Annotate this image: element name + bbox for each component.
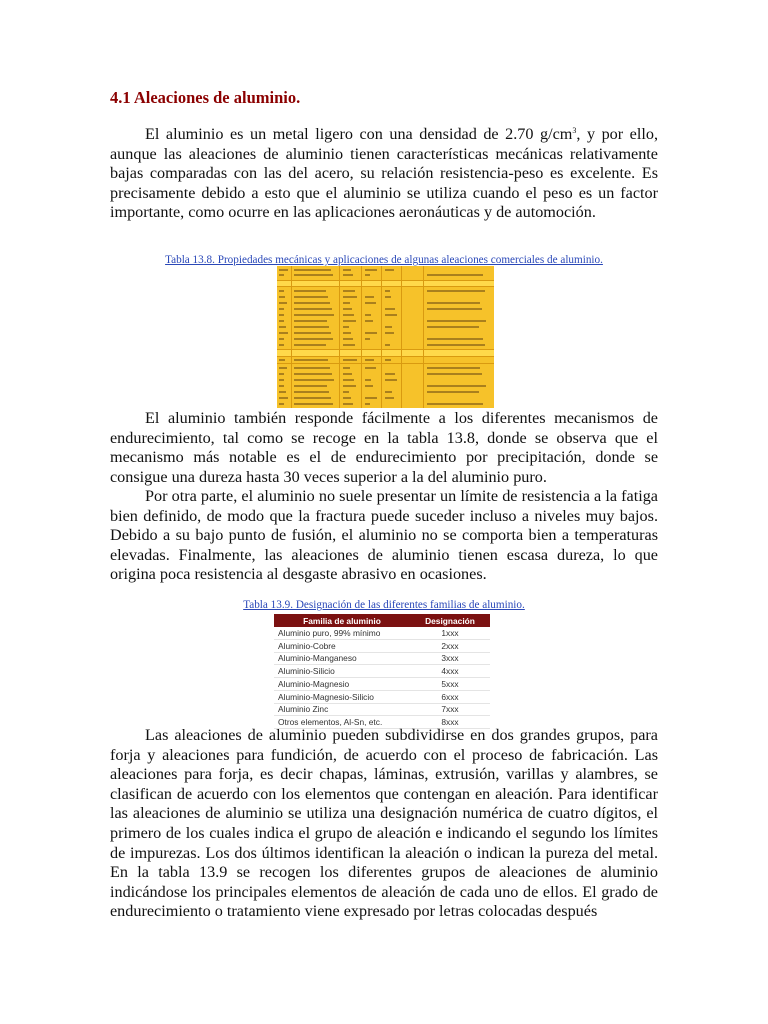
table-text-smudge (343, 367, 350, 369)
table-text-smudge (343, 391, 349, 393)
table-text-smudge (294, 397, 331, 399)
table-text-smudge (279, 385, 284, 387)
table-text-smudge (427, 302, 480, 304)
table-text-smudge (294, 296, 328, 298)
table-text-smudge (294, 379, 334, 381)
table-text-smudge (294, 338, 333, 340)
table-text-smudge (427, 344, 485, 346)
table-text-smudge (385, 344, 390, 346)
table-text-smudge (343, 359, 357, 361)
paragraph-hardening (110, 409, 658, 487)
table-text-smudge (343, 344, 355, 346)
table-text-smudge (294, 385, 327, 387)
table-text-smudge (427, 320, 486, 322)
table-text-smudge (365, 367, 376, 369)
table-text-smudge (385, 332, 394, 334)
table-text-smudge (427, 326, 479, 328)
table-row (274, 678, 490, 691)
table-text-smudge (365, 385, 373, 387)
table-text-smudge (427, 367, 480, 369)
table-text-smudge (365, 296, 374, 298)
table-text-smudge (427, 290, 485, 292)
table-text-smudge (279, 397, 288, 399)
table-text-smudge (427, 308, 482, 310)
table-text-smudge (385, 379, 397, 381)
table-text-smudge (385, 296, 391, 298)
table-text-smudge (343, 296, 357, 298)
table-text-smudge (279, 302, 287, 304)
cell-family: Aluminio-Magnesio (274, 678, 410, 691)
table-13-8-image (277, 266, 494, 408)
table-text-smudge (365, 403, 370, 405)
table-13-9-caption[interactable]: Tabla 13.9. Designación de las diferentes familias de aluminio. (243, 599, 525, 611)
table-text-smudge (343, 338, 353, 340)
table-column-rule (291, 266, 292, 408)
table-text-smudge (385, 314, 397, 316)
section-heading: 4.1 Aleaciones de aluminio. (110, 88, 301, 107)
table-text-smudge (279, 296, 285, 298)
table-text-smudge (365, 397, 377, 399)
cell-designation: 3xxx (410, 652, 490, 665)
table-text-smudge (385, 308, 395, 310)
cell-designation: 8xxx (410, 716, 490, 729)
cell-family: Otros elementos, Al-Sn, etc. (274, 716, 410, 729)
table-text-smudge (365, 379, 371, 381)
table-text-smudge (365, 359, 374, 361)
table-text-smudge (385, 397, 394, 399)
table-text-smudge (279, 332, 288, 334)
table-text-smudge (279, 344, 284, 346)
table-rule (277, 363, 494, 364)
cell-designation: 1xxx (410, 627, 490, 639)
table-row (274, 703, 490, 716)
paragraph-fatigue-text: Por otra parte, el aluminio no suele presentar un límite de resistencia a la fatiga bien definido, de modo que la fractura puede suceder incluso a niveles muy bajos. Debido a su bajo punto de fusión, el aluminio no se comporta bien a temperaturas elevadas. Finalmente, las aleaciones de aluminio tienen escasa dureza, lo que origina poca resistencia al desgaste abrasivo en ocasiones. (110, 487, 658, 584)
cell-designation: 7xxx (410, 703, 490, 716)
table-text-smudge (365, 269, 377, 271)
table-text-smudge (343, 326, 349, 328)
table-column-rule (339, 266, 340, 408)
table-text-smudge (427, 274, 483, 276)
cell-designation: 2xxx (410, 639, 490, 652)
cell-designation: 5xxx (410, 678, 490, 691)
paragraph-intro-text-a: El aluminio es un metal ligero con una densidad de 2.70 g/cm (145, 125, 573, 143)
column-header-family: Familia de aluminio (274, 614, 410, 627)
table-rule (277, 349, 494, 350)
table-row (274, 665, 490, 678)
table-text-smudge (294, 373, 332, 375)
table-text-smudge (427, 373, 482, 375)
table-text-smudge (343, 385, 356, 387)
cell-family: Aluminio puro, 99% mínimo (274, 627, 410, 639)
table-text-smudge (365, 320, 373, 322)
table-text-smudge (385, 290, 390, 292)
table-text-smudge (279, 314, 284, 316)
cell-family: Aluminio Zinc (274, 703, 410, 716)
table-text-smudge (365, 274, 370, 276)
table-rule (277, 286, 494, 287)
cell-family: Aluminio-Cobre (274, 639, 410, 652)
table-text-smudge (294, 269, 331, 271)
table-text-smudge (279, 269, 288, 271)
table-text-smudge (279, 373, 284, 375)
paragraph-hardening-text: El aluminio también responde fácilmente a los diferentes mecanismos de endurecimiento, tal como se recoge en la tabla 13.8, donde se observa que el mecanismo más notable es el de endurecimiento por precipitación, donde se consigue una dureza hasta 30 veces superior a la del aluminio puro. (110, 409, 658, 486)
column-header-designation: Designación (410, 614, 490, 627)
table-13-9 (274, 614, 490, 729)
table-text-smudge (343, 274, 353, 276)
paragraph-classification (110, 726, 658, 922)
table-text-smudge (294, 326, 329, 328)
table-text-smudge (343, 379, 354, 381)
table-text-smudge (427, 391, 479, 393)
table-text-smudge (365, 314, 371, 316)
table-row (274, 627, 490, 639)
table-text-smudge (294, 332, 331, 334)
table-text-smudge (343, 302, 350, 304)
table-rule (277, 280, 494, 281)
table-rule (277, 356, 494, 357)
table-text-smudge (385, 359, 391, 361)
table-text-smudge (294, 302, 330, 304)
table-text-smudge (343, 397, 351, 399)
table-text-smudge (427, 385, 486, 387)
table-text-smudge (385, 326, 392, 328)
table-text-smudge (365, 338, 370, 340)
cell-family: Aluminio-Manganeso (274, 652, 410, 665)
table-row (274, 690, 490, 703)
table-text-smudge (294, 314, 334, 316)
table-text-smudge (343, 332, 351, 334)
table-text-smudge (294, 344, 326, 346)
table-text-smudge (279, 320, 284, 322)
cell-family: Aluminio-Silicio (274, 665, 410, 678)
table-row (274, 639, 490, 652)
table-text-smudge (279, 326, 286, 328)
table-text-smudge (294, 359, 328, 361)
paragraph-intro-text-b: , y por ello, aunque las aleaciones de aluminio tienen características mecánicas relativamente bajas comparadas con las del acero, su relación resistencia-peso es excelente. Es precisamente debido a esto que el aluminio se utiliza cuando el peso es un factor importante, como ocurre en las aplicaciones aeronáuticas y de automoción. (110, 125, 658, 222)
table-text-smudge (294, 290, 326, 292)
table-text-smudge (279, 359, 285, 361)
table-text-smudge (343, 320, 356, 322)
table-13-8-caption[interactable]: Tabla 13.8. Propiedades mecánicas y aplicaciones de algunas aleaciones comerciales de aluminio. (165, 254, 603, 266)
table-text-smudge (294, 308, 332, 310)
table-column-rule (401, 266, 402, 408)
table-column-rule (381, 266, 382, 408)
table-text-smudge (294, 391, 329, 393)
table-row (274, 652, 490, 665)
table-text-smudge (279, 308, 284, 310)
table-column-rule (423, 266, 424, 408)
table-text-smudge (294, 274, 333, 276)
table-text-smudge (279, 403, 284, 405)
table-text-smudge (385, 373, 395, 375)
paragraph-classification-text: Las aleaciones de aluminio pueden subdividirse en dos grandes grupos, para forja y aleaciones para fundición, de acuerdo con el proceso de fabricación. Las aleaciones para forja, es decir chapas, láminas, extrusión, varillas y alambres, se clasifican de acuerdo con los elementos que contengan en aleación. Para identificar las aleaciones de aluminio se utiliza una designación numérica de cuatro dígitos, el primero de los cuales indica el grupo de aleación e indicando el segundo los límites de impurezas. Los dos últimos identifican la aleación o indican la pureza del metal. En la tabla 13.9 se recogen los diferentes grupos de aleaciones de aluminio indicándose los principales elementos de aleación de cada uno de ellos. El grado de endurecimiento o tratamiento viene expresado por letras colocadas después (110, 726, 658, 921)
table-header-row (274, 614, 490, 627)
table-text-smudge (427, 403, 483, 405)
table-text-smudge (279, 379, 284, 381)
table-text-smudge (343, 308, 352, 310)
paragraph-intro (110, 121, 658, 223)
cell-family: Aluminio-Magnesio-Silicio (274, 690, 410, 703)
paragraph-fatigue (110, 487, 658, 585)
table-text-smudge (343, 314, 354, 316)
cell-designation: 4xxx (410, 665, 490, 678)
table-text-smudge (385, 269, 394, 271)
table-text-smudge (279, 274, 284, 276)
table-column-rule (361, 266, 362, 408)
table-text-smudge (343, 290, 355, 292)
table-text-smudge (294, 320, 327, 322)
table-text-smudge (279, 290, 284, 292)
table-text-smudge (343, 403, 353, 405)
table-text-smudge (279, 338, 284, 340)
superscript-three: 3 (572, 126, 577, 135)
table-text-smudge (427, 338, 483, 340)
table-text-smudge (343, 269, 351, 271)
table-section-band (277, 349, 494, 356)
table-text-smudge (279, 367, 287, 369)
table-text-smudge (365, 302, 376, 304)
table-text-smudge (385, 391, 392, 393)
table-text-smudge (365, 332, 377, 334)
table-text-smudge (294, 367, 330, 369)
cell-designation: 6xxx (410, 690, 490, 703)
table-text-smudge (343, 373, 352, 375)
table-text-smudge (279, 391, 286, 393)
table-text-smudge (294, 403, 333, 405)
